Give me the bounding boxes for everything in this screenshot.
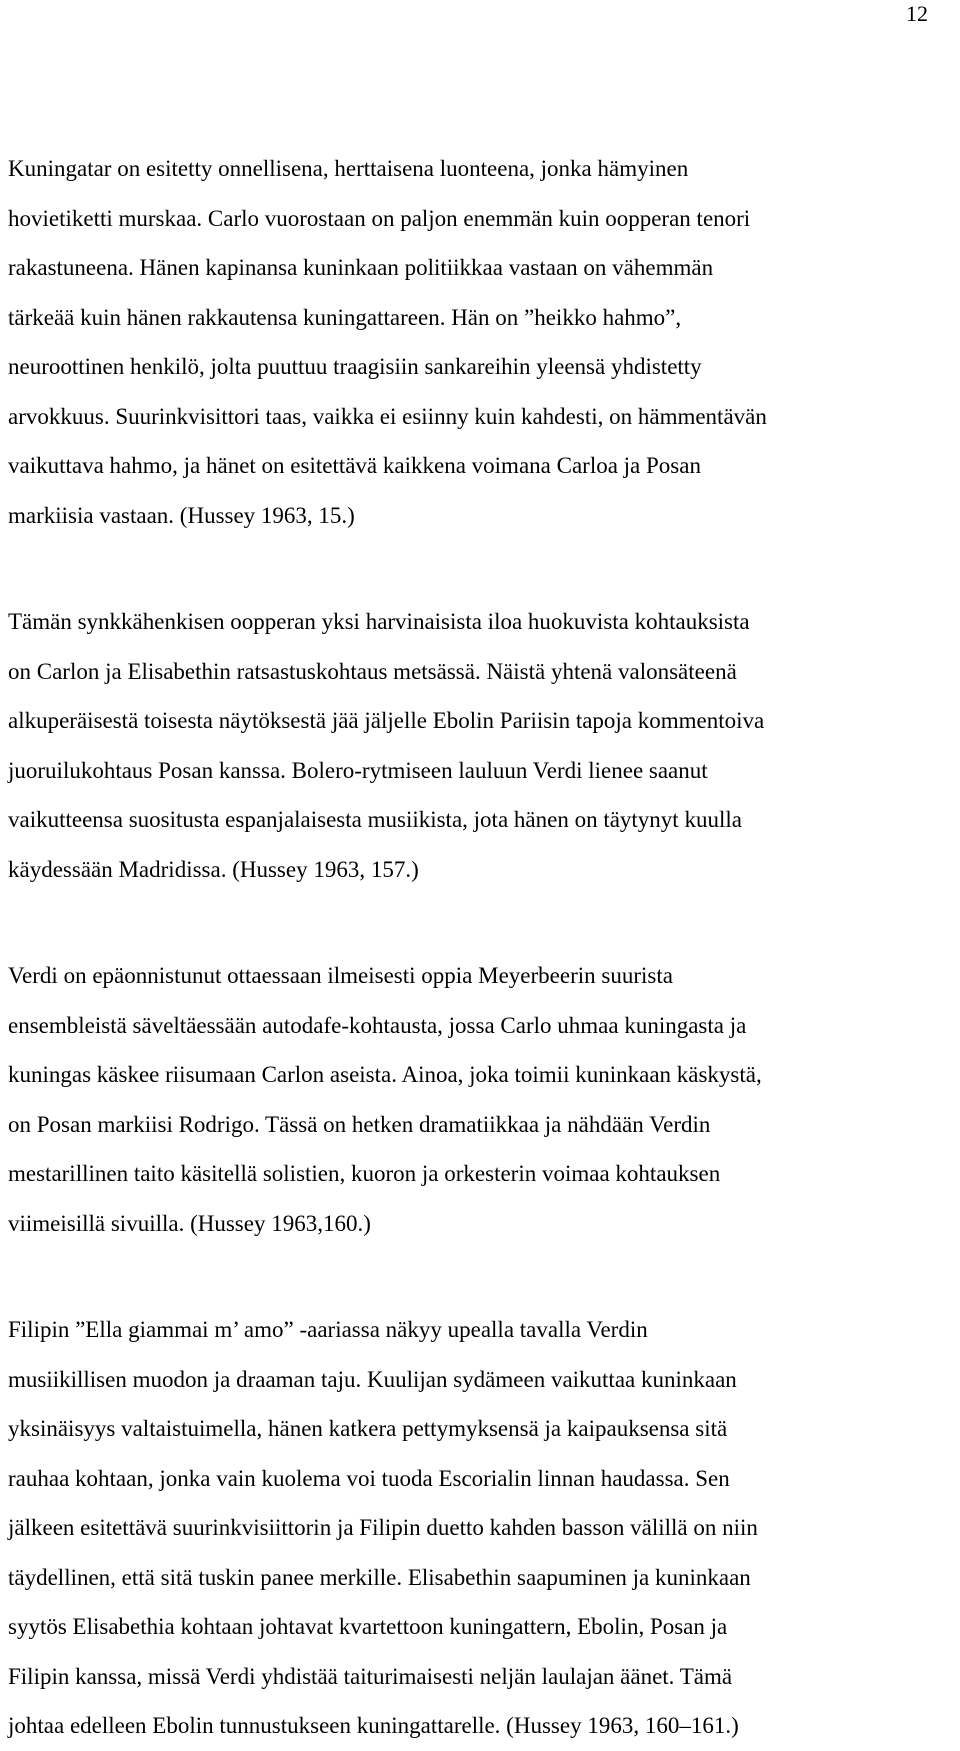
text-line: arvokkuus. Suurinkvisittori taas, vaikka ei esiinny kuin kahdesti, on hämmentävän — [8, 403, 767, 429]
text-line: rakastuneena. Hänen kapinansa kuninkaan politiikkaa vastaan on vähemmän — [8, 255, 714, 280]
text-line: jälkeen esitettävä suurinkvisiittorin ja Filipin duetto kahden basson välillä on niin — [8, 1515, 758, 1540]
document-body — [8, 144, 954, 1751]
text-line: musiikillisen muodon ja draaman taju. Kuulijan sydämeen vaikuttaa kuninkaan — [8, 1366, 737, 1392]
text-line: on Carlon ja Elisabethin ratsastuskohtaus metsässä. Näistä yhtenä valonsäteenä — [8, 658, 737, 684]
paragraph-4 — [8, 1305, 954, 1751]
text-line: Filipin ”Ella giammai m’ amo” -aariassa näkyy upealla tavalla Verdin — [8, 1317, 648, 1342]
text-line: syytös Elisabethia kohtaan johtavat kvartettoon kuningattern, Ebolin, Posan ja — [8, 1614, 728, 1639]
text-line: käydessään Madridissa. (Hussey 1963, 157.) — [8, 856, 419, 882]
text-line: Tämän synkkähenkisen oopperan yksi harvinaisista iloa huokuvista kohtauksista — [8, 609, 750, 634]
text-line: Filipin kanssa, missä Verdi yhdistää taiturimaisesti neljän laulajan äänet. Tämä — [8, 1663, 733, 1689]
text-line: mestarillinen taito käsitellä solistien, kuoron ja orkesterin voimaa kohtauksen — [8, 1161, 721, 1186]
text-line: johtaa edelleen Ebolin tunnustukseen kuningattarelle. (Hussey 1963, 160–161.) — [8, 1713, 739, 1738]
text-line: kuningas käskee riisumaan Carlon aseista. Ainoa, joka toimii kuninkaan käskystä, — [8, 1062, 762, 1087]
text-line: rauhaa kohtaan, jonka vain kuolema voi tuoda Escorialin linnan haudassa. Sen — [8, 1465, 730, 1491]
text-line: ensembleistä säveltäessään autodafe-kohtausta, jossa Carlo uhmaa kuningasta ja — [8, 1012, 747, 1038]
paragraph-3 — [8, 951, 954, 1248]
text-line: markiisia vastaan. (Hussey 1963, 15.) — [8, 502, 355, 528]
text-line: on Posan markiisi Rodrigo. Tässä on hetken dramatiikkaa ja nähdään Verdin — [8, 1111, 711, 1137]
text-line: alkuperäisestä toisesta näytöksestä jää jäljelle Ebolin Pariisin tapoja kommentoiva — [8, 708, 765, 733]
text-line: Kuningatar on esitetty onnellisena, herttaisena luonteena, jonka hämyinen — [8, 156, 689, 181]
paragraph-1 — [8, 144, 954, 540]
paragraph-2 — [8, 597, 954, 894]
text-line: juoruilukohtaus Posan kanssa. Bolero-rytmiseen lauluun Verdi lienee saanut — [8, 757, 708, 783]
text-line: neuroottinen henkilö, jolta puuttuu traagisiin sankareihin yleensä yhdistetty — [8, 354, 702, 379]
text-line: yksinäisyys valtaistuimella, hänen katkera pettymyksensä ja kaipauksensa sitä — [8, 1416, 728, 1441]
text-line: hovietiketti murskaa. Carlo vuorostaan on paljon enemmän kuin oopperan tenori — [8, 205, 751, 231]
text-line: vaikuttava hahmo, ja hänet on esitettävä kaikkena voimana Carloa ja Posan — [8, 453, 701, 478]
page-number: 12 — [906, 1, 928, 26]
text-line: Verdi on epäonnistunut ottaessaan ilmeisesti oppia Meyerbeerin suurista — [8, 963, 673, 988]
text-line: vaikutteensa suositusta espanjalaisesta musiikista, jota hänen on täytynyt kuulla — [8, 807, 742, 832]
text-line: viimeisillä sivuilla. (Hussey 1963,160.) — [8, 1210, 371, 1236]
text-line: täydellinen, että sitä tuskin panee merkille. Elisabethin saapuminen ja kuninkaan — [8, 1564, 751, 1590]
text-line: tärkeää kuin hänen rakkautensa kuningattareen. Hän on ”heikko hahmo”, — [8, 304, 682, 330]
